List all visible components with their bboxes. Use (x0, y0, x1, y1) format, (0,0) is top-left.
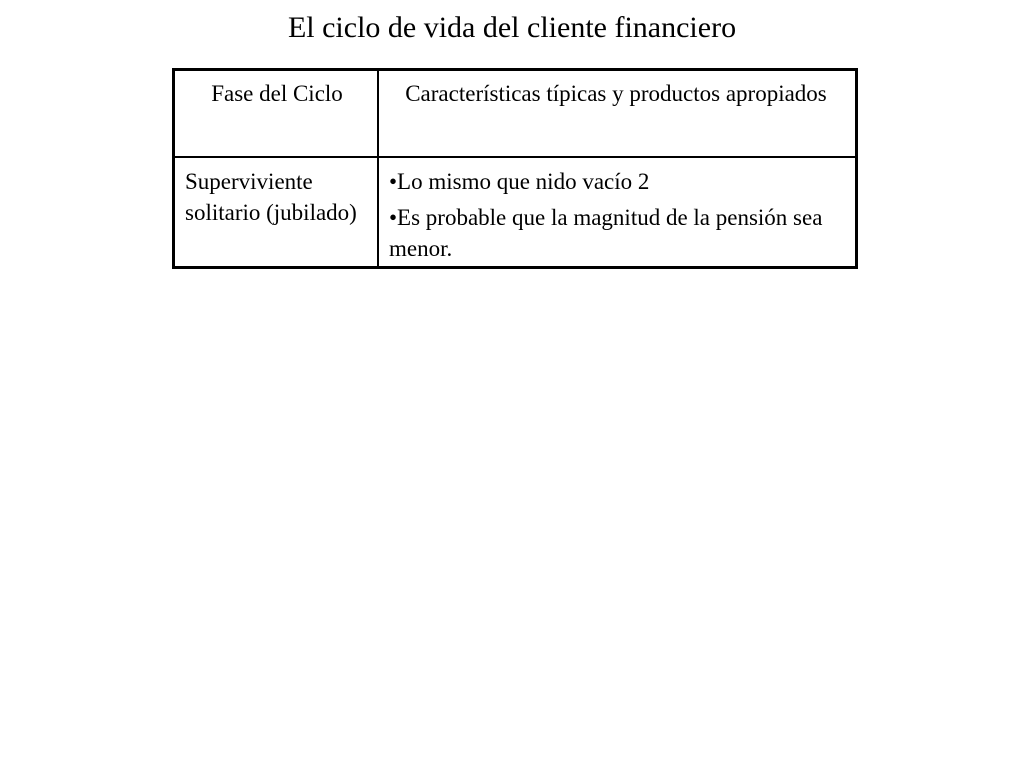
table-row (175, 157, 855, 266)
lifecycle-table-grid (175, 71, 855, 266)
header-phase: Fase del Ciclo (175, 71, 378, 157)
characteristics-list (389, 166, 843, 264)
characteristics-cell (378, 157, 855, 266)
header-characteristics: Características típicas y productos apropiados (378, 71, 855, 157)
lifecycle-table (172, 68, 858, 269)
list-item: •Lo mismo que nido vacío 2 (389, 169, 650, 194)
list-item: •Es probable que la magnitud de la pensión sea menor. (389, 205, 823, 261)
slide-title: El ciclo de vida del cliente financiero (287, 11, 737, 44)
phase-cell: Superviviente solitario (jubilado) (175, 157, 378, 266)
table-header-row (175, 71, 855, 157)
